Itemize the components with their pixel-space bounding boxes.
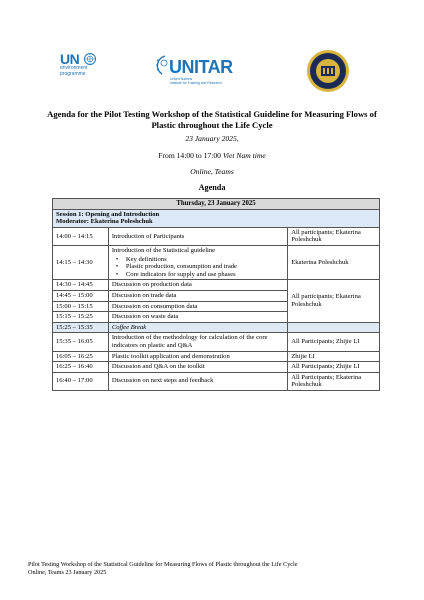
item-cell: Introduction of Participants [108,227,287,245]
session-moderator: Moderator: Ekaterina Poleshchuk [56,218,153,226]
item-cell: Discussion and Q&A on the toolkit [108,362,287,373]
unep-logo-environment: environment [60,65,88,71]
item-cell: Discussion on consumption data [108,301,287,312]
agenda-table [52,198,380,391]
table-row [53,245,380,279]
un-wreath-icon [154,54,168,76]
list-item: • Key definitions [112,256,284,264]
item-cell: Discussion on waste data [108,312,287,323]
presenter-cell: All Participants; Zhijie LI [288,333,380,351]
table-row [53,280,380,291]
unep-logo-programme: programme [60,70,86,77]
presenter-cell: Ekaterina Poleshchuk [288,245,380,279]
item-cell: Coffee Break [108,322,287,333]
event-venue: Online, Teams [190,167,234,176]
table-row [53,362,380,373]
list-item: • Plastic production, consumption and trade [112,263,284,271]
event-time: From 14:00 to 17:00 Viet Nam time [158,151,266,160]
time-cell: 16:25 – 16:40 [53,362,109,373]
item-cell: Discussion on next steps and feedback [108,372,287,390]
coffee-break-row [53,322,380,333]
time-cell: 14:15 – 14:30 [53,245,109,279]
presenter-cell: Zhijie LI [288,351,380,362]
presenter-cell: All Participants; Ekaterina Poleshchuk [288,372,380,390]
table-row [53,372,380,390]
presenter-cell: All participants; Ekaterina Poleshchuk [288,227,380,245]
item-cell [108,245,287,279]
document-title: Agenda for the Pilot Testing Workshop of the Statistical Guideline for Measuring Flows of Plastic throughout the Life Cycle [47,109,377,130]
item-cell: Discussion on trade data [108,290,287,301]
time-cell: 14:45 – 15:00 [53,290,109,301]
footer-line: Pilot Testing Workshop of the Statistical Guideline for Measuring Flows of Plastic throughout the Life Cycle [28,561,298,568]
table-row [53,227,380,245]
footer-line: Online, Teams 23 January 2025 [28,569,107,576]
logo-bar [0,48,424,94]
unitar-tagline: United Nations Institute for Training and Research [170,77,222,85]
table-row [53,333,380,351]
unep-logo-un: UN [60,51,80,67]
session-title: Session 1: Opening and Introduction [56,210,160,218]
time-cell: 16:40 – 17:00 [53,372,109,390]
presenter-cell: All Participants; Zhijie LI [288,362,380,373]
event-date: 23 January 2025, [185,134,239,143]
unitar-logo [154,50,233,90]
session-header-row [53,209,380,227]
time-cell: 15:25 – 15:35 [53,322,109,333]
agenda-heading: Agenda [198,183,226,192]
page-footer [28,561,408,577]
time-cell: 14:30 – 14:45 [53,280,109,291]
un-emblem-icon [83,52,97,66]
seal-emblem-icon [306,49,350,93]
item-cell: Introduction of the methodology for calculation of the core indicators on plastic and Q&A [108,333,287,351]
time-zone: Viet Nam time [222,151,266,160]
item-cell: Plastic toolkit application and demonstration [108,351,287,362]
presenter-cell [288,322,380,333]
time-cell: 14:00 – 14:15 [53,227,109,245]
day-label: Thursday, 23 January 2025 [53,199,380,210]
table-row [53,351,380,362]
unitar-wordmark: UNITAR [169,57,233,77]
time-cell: 16:05 – 16:25 [53,351,109,362]
bullet-list [112,256,284,279]
list-item: • Core indicators for supply and use phases [112,271,284,279]
unep-logo [60,52,108,88]
presenter-cell: All participants; Ekaterina Poleshchuk [288,280,380,322]
item-cell: Discussion on production data [108,280,287,291]
day-header-row [53,199,380,210]
item-title: Introduction of the Statistical guideline [111,246,216,254]
time-cell: 15:15 – 15:25 [53,312,109,323]
time-cell: 15:35 – 16:05 [53,333,109,351]
time-cell: 15:00 – 15:15 [53,301,109,312]
